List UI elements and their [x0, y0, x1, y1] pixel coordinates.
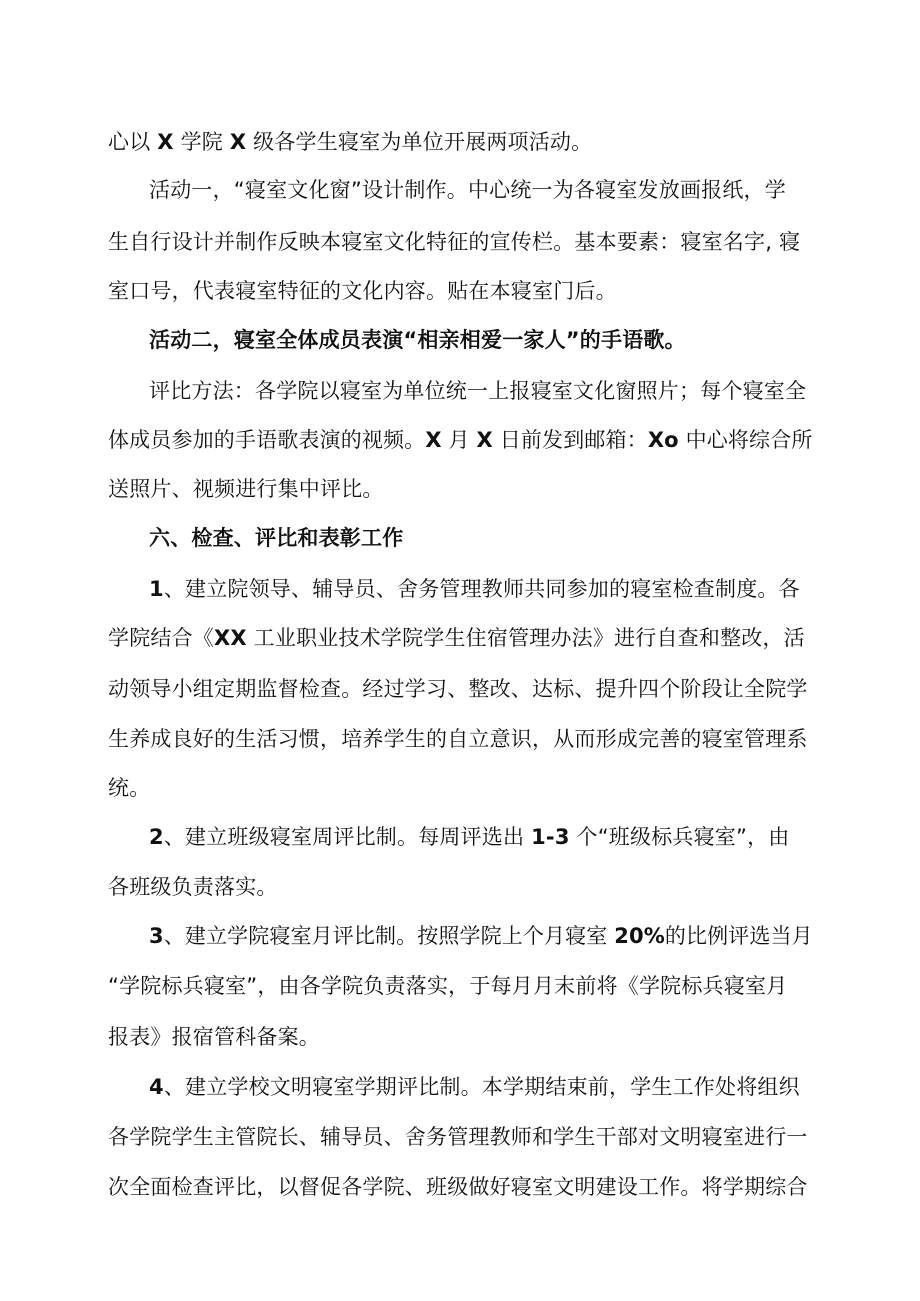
- text-line: [108, 872, 278, 902]
- text-run: 、建立学院寝室月评比制。按照学院上个月寝室: [163, 924, 615, 948]
- text-run: 体成员参加的手语歌表演的视频。: [108, 428, 426, 452]
- text-run: 统。: [108, 776, 151, 800]
- text-run: 级各学生寝室为单位开展两项活动。: [246, 130, 593, 154]
- text-line: [108, 474, 384, 504]
- text-run: 室口号，代表寝室特征的文化内容。贴在本寝室门后。: [108, 279, 617, 303]
- text-run: 活动二，寝室全体成员表演“相亲相爱一家人”的手语歌。: [149, 328, 686, 352]
- text-run: 评比方法：各学院以寝室为单位统一上报寝室文化窗照片；每个寝室全: [149, 379, 807, 403]
- text-run: 活动一，“寝室文化窗”设计制作。中心统一为各寝室发放画报纸，学: [149, 178, 786, 202]
- text-run: 4: [149, 1075, 164, 1099]
- text-run: 各学院学生主管院长、辅导员、舍务管理教师和学生干部对文明寝室进行一: [108, 1125, 808, 1149]
- text-run: 六、检查、评比和表彰工作: [149, 526, 404, 550]
- text-run: 3: [149, 924, 164, 948]
- text-run: 、建立班级寝室周评比制。每周评选出: [163, 825, 532, 849]
- text-run: 1: [149, 577, 164, 601]
- text-run: X: [157, 130, 174, 154]
- text-run: 各班级负责落实。: [108, 875, 278, 899]
- text-line: [108, 1022, 320, 1052]
- text-line: [149, 822, 789, 852]
- text-line: [108, 127, 592, 157]
- text-line: [108, 276, 617, 306]
- text-line: [108, 227, 800, 257]
- text-line: [108, 1122, 808, 1152]
- text-run: X: [476, 428, 493, 452]
- text-line: [108, 971, 787, 1001]
- text-run: 生养成良好的生活习惯，培养学生的自立意识，从而形成完善的寝室管理系: [108, 727, 808, 751]
- text-run: 工业职业技术学院学生住宿管理办法》进行自查和整改，活: [246, 626, 805, 650]
- text-run: 的比例评选当月: [664, 924, 813, 948]
- text-run: 、建立院领导、辅导员、舍务管理教师共同参加的寝室检查制度。各: [163, 577, 800, 601]
- text-line: [149, 175, 786, 205]
- text-run: XX: [214, 626, 247, 650]
- text-run: 日前发到邮箱：: [492, 428, 648, 452]
- text-line: [149, 376, 806, 406]
- text-line: [108, 674, 808, 704]
- text-run: 、建立学校文明寝室学期评比制。本学期结束前，学生工作处将组织: [163, 1075, 800, 1099]
- text-line: [108, 773, 150, 803]
- text-run: 2: [149, 825, 164, 849]
- text-run: 动领导小组定期监督检查。经过学习、整改、达标、提升四个阶段让全院学: [108, 677, 808, 701]
- text-run: 中心将综合所: [678, 428, 813, 452]
- text-run: 学院: [173, 130, 230, 154]
- text-run: 心以: [108, 130, 158, 154]
- text-run: X: [425, 428, 442, 452]
- text-run: Xo: [647, 428, 679, 452]
- text-run: 报表》报宿管科备案。: [108, 1025, 320, 1049]
- text-line: [108, 425, 813, 455]
- text-line: [149, 921, 813, 951]
- text-run: 个“班级标兵寝室”，由: [569, 825, 790, 849]
- text-line: [149, 1072, 800, 1102]
- text-run: 生自行设计并制作反映本寝室文化特征的宣传栏。基本要素：寝室名字, 寝: [108, 230, 801, 254]
- text-run: 20%: [614, 924, 665, 948]
- text-run: X: [229, 130, 247, 154]
- text-line: [108, 1172, 808, 1202]
- section-heading: [149, 523, 403, 553]
- text-run: 学院结合《: [108, 626, 214, 650]
- text-line: [108, 623, 805, 653]
- text-run: 1-3: [531, 825, 570, 849]
- text-line: [149, 574, 800, 604]
- text-run: 次全面检查评比，以督促各学院、班级做好寝室文明建设工作。将学期综合: [108, 1175, 808, 1199]
- text-run: “学院标兵寝室”，由各学院负责落实，于每月月末前将《学院标兵寝室月: [108, 974, 788, 998]
- text-run: 月: [441, 428, 477, 452]
- text-run: 送照片、视频进行集中评比。: [108, 477, 384, 501]
- text-line: [108, 724, 808, 754]
- text-line: [149, 325, 686, 355]
